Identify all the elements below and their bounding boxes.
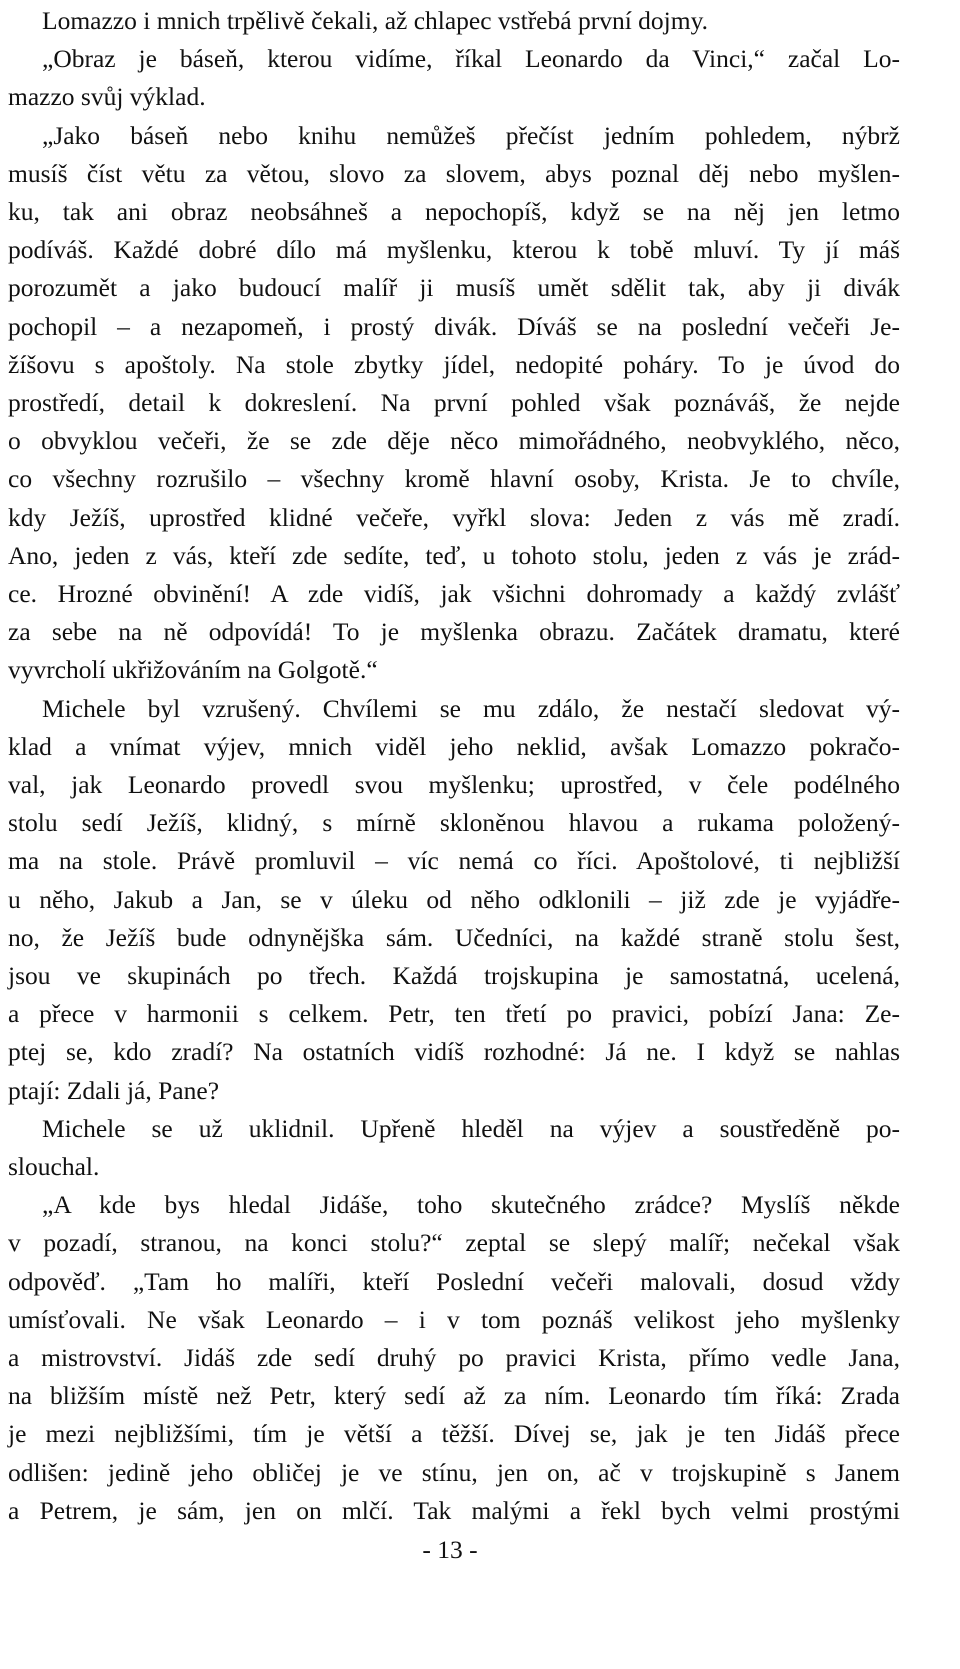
text-line: musíš číst větu za větou, slovo za slovem, abys poznal děj nebo myšlen- [8,158,900,188]
text-line: stolu sedí Ježíš, klidný, s mírně skloněnou hlavou a rukama položený- [8,808,900,838]
text-line: slouchal. [8,1152,100,1181]
text-line: prostředí, detail k dokreslení. Na první pohled však poznáváš, že nejde [8,388,900,417]
text-line: „A kde bys hledal Jidáše, toho skutečného zrádce? Myslíš někde [42,1190,900,1220]
text-line: na bližším místě než Petr, který sedí až za ním. Leonardo tím říká: Zrada [8,1381,900,1411]
text-line: a Petrem, je sám, jen on mlčí. Tak malými a řekl bych velmi prostými [8,1495,900,1525]
text-line: ptej se, kdo zradí? Na ostatních vidíš rozhodné: Já ne. I když se nahlas [8,1037,900,1067]
page-number: - 13 - [422,1535,478,1564]
text-line: kdy Ježíš, uprostřed klidné večeře, vyřkl slova: Jeden z vás mě zradí. [8,502,900,532]
text-line: ptají: Zdali já, Pane? [8,1075,220,1105]
text-line: val, jak Leonardo provedl svou myšlenku; uprostřed, v čele podélného [8,770,900,799]
text-line: je mezi nejbližšími, tím je větší a těžší. Dívej se, jak je ten Jidáš přece [8,1419,900,1449]
text-line: podíváš. Každé dobré dílo má myšlenku, kterou k tobě mluví. Ty jí máš [8,235,900,265]
text-line: Lomazzo i mnich trpělivě čekali, až chlapec vstřebá první dojmy. [42,6,709,35]
text-line: o obvyklou večeři, že se zde děje něco mimořádného, neobvyklého, něco, [8,426,900,456]
text-line: umísťovali. Ne však Leonardo – i v tom poznáš velikost jeho myšlenky [8,1304,900,1334]
text-line: „Jako báseň nebo knihu nemůžeš přečíst jedním pohledem, nýbrž [42,120,900,150]
text-line: porozumět a jako budoucí malíř ji musíš umět sdělit tak, aby ji divák [8,273,900,303]
text-line: co všechny rozrušilo – všechny kromě hlavní osoby, Krista. Je to chvíle, [8,464,900,494]
text-line: za sebe na ně odpovídá! To je myšlenka obrazu. Začátek dramatu, které [8,617,900,647]
text-line: klad a vnímat výjev, mnich viděl jeho neklid, avšak Lomazzo pokračo- [8,731,900,761]
text-line: u něho, Jakub a Jan, se v úleku od něho odklonili – již zde je vyjádře- [8,884,900,914]
text-line: ku, tak ani obraz neobsáhneš a nepochopíš, když se na něj jen letmo [8,197,900,226]
text-line: vyvrcholí ukřižováním na Golgotě.“ [8,655,378,685]
text-line: mazzo svůj výklad. [8,82,206,112]
text-line: žíšovu s apoštoly. Na stole zbytky jídel, nedopité poháry. To je úvod do [8,349,900,379]
text-line: a mistrovství. Jidáš zde sedí druhý po pravici Krista, přímo vedle Jana, [8,1343,900,1372]
text-line: ce. Hrozné obvinění! A zde vidíš, jak všichni dohromady a každý zvlášť [8,579,900,608]
text-line: odpověď. „Tam ho malíři, kteří Poslední večeři malovali, dosud vždy [8,1266,900,1296]
text-line: Ano, jeden z vás, kteří zde sedíte, teď, u tohoto stolu, jeden z vás je zrád- [8,540,900,570]
text-line: Michele byl vzrušený. Chvílemi se mu zdálo, že nestačí sledovat vý- [42,693,900,723]
text-line: v pozadí, stranou, na konci stolu?“ zeptal se slepý malíř; nečekal však [8,1228,900,1258]
text-line: jsou ve skupinách po třech. Každá trojskupina je samostatná, ucelená, [8,961,900,990]
text-line: pochopil – a nezapomeň, i prostý divák. Díváš se na poslední večeři Je- [8,311,900,341]
text-line: no, že Ježíš bude odnynějška sám. Učedníci, na každé straně stolu šest, [8,922,900,952]
text-line: „Obraz je báseň, kterou vidíme, říkal Leonardo da Vinci,“ začal Lo- [42,44,900,74]
text-line: ma na stole. Právě promluvil – víc nemá co říci. Apoštolové, ti nejbližší [8,846,900,876]
text-line: odlišen: jedině jeho obličej je ve stínu, jen on, ač v trojskupině s Janem [8,1457,900,1487]
text-line: a přece v harmonii s celkem. Petr, ten třetí po pravici, pobízí Jana: Ze- [8,999,900,1029]
text-line: Michele se už uklidnil. Upřeně hleděl na výjev a soustředěně po- [42,1113,900,1143]
